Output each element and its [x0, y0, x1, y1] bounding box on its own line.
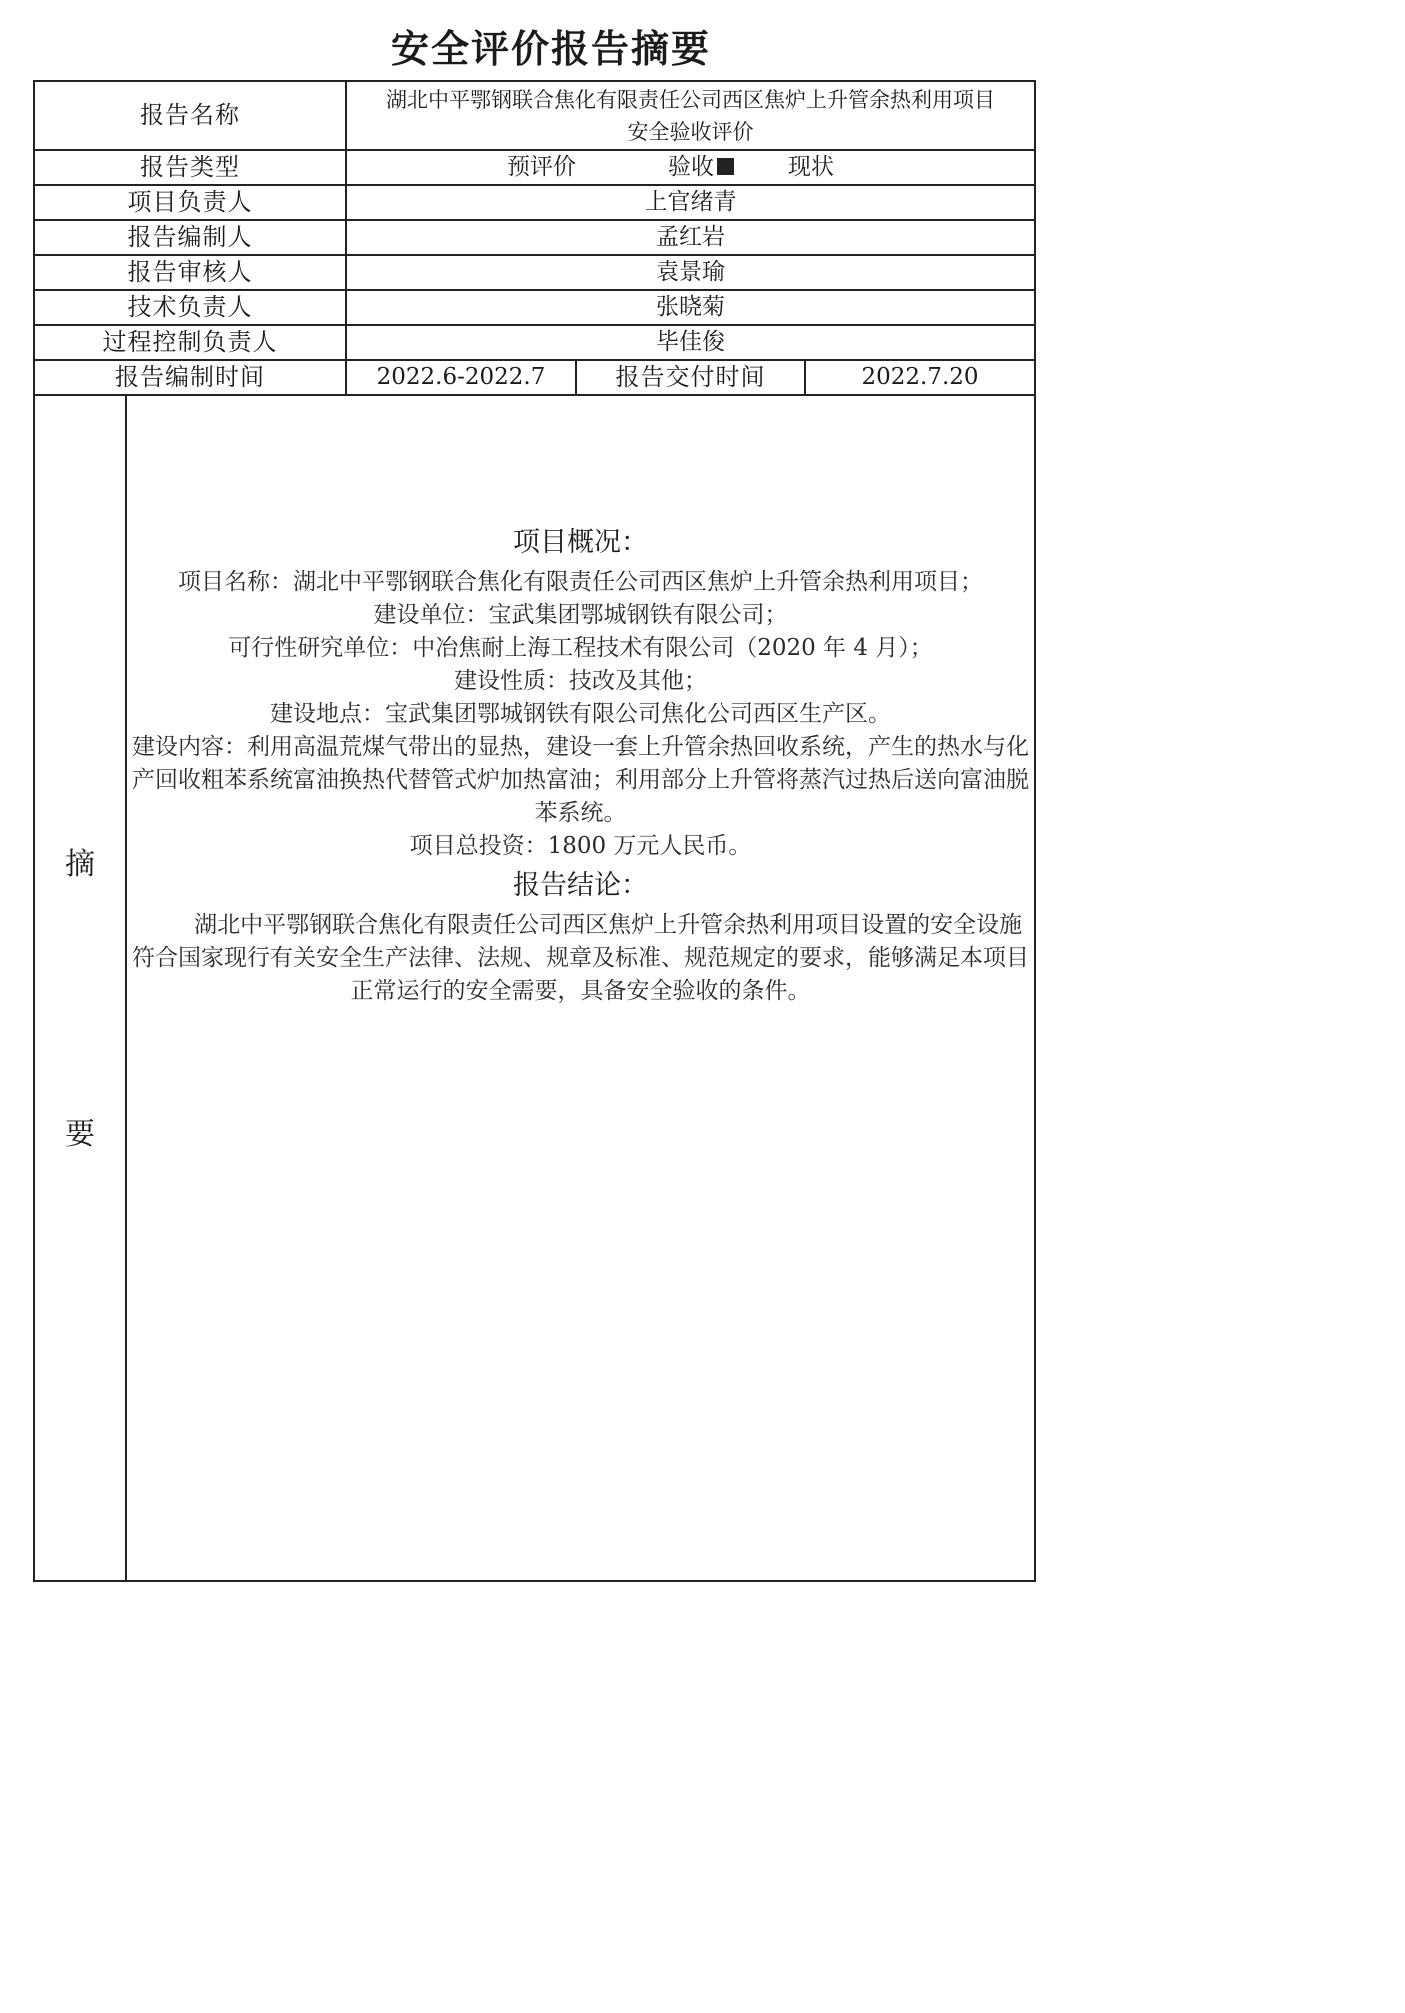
- conclusion-line-2: 符合国家现行有关安全生产法律、法规、规章及标准、规范规定的要求，能够满足本项目: [132, 945, 1030, 971]
- report-type-option-pre: 预评价: [507, 154, 576, 180]
- report-name-line-1: 湖北中平鄂钢联合焦化有限责任公司西区焦炉上升管余热利用项目: [386, 87, 996, 112]
- report-name-line-2: 安全验收评价: [627, 119, 754, 144]
- row-report-name: [34, 81, 1035, 150]
- checked-box-icon: [717, 158, 734, 175]
- content-line-1: 建设内容：利用高温荒煤气带出的显热，建设一套上升管余热回收系统，产生的热水与化: [132, 734, 1030, 760]
- row-summary: [34, 395, 1035, 1581]
- summary-table: [33, 80, 1036, 1582]
- content-line-3: 苯系统。: [534, 800, 627, 826]
- conclusion-heading: 报告结论：: [513, 870, 649, 901]
- delivery-time-label: 报告交付时间: [576, 360, 805, 395]
- reviewer-value: 袁景瑜: [346, 255, 1035, 290]
- conclusion-line-1: 湖北中平鄂钢联合焦化有限责任公司西区焦炉上升管余热利用项目设置的安全设施: [194, 912, 1023, 938]
- compile-time-label: 报告编制时间: [34, 360, 346, 395]
- report-name-value: [346, 81, 1035, 150]
- row-report-type: [34, 150, 1035, 185]
- process-lead-label: 过程控制负责人: [34, 325, 346, 360]
- compiler-value: 孟红岩: [346, 220, 1035, 255]
- project-lead-label: 项目负责人: [34, 185, 346, 220]
- row-reviewer: [34, 255, 1035, 290]
- row-tech-lead: [34, 290, 1035, 325]
- delivery-time-value: 2022.7.20: [805, 360, 1035, 395]
- report-name-label: 报告名称: [34, 81, 346, 150]
- nature-line: 建设性质：技改及其他；: [454, 668, 708, 694]
- document-title: 安全评价报告摘要: [390, 26, 711, 71]
- row-compiler: [34, 220, 1035, 255]
- tech-lead-label: 技术负责人: [34, 290, 346, 325]
- row-project-lead: [34, 185, 1035, 220]
- summary-content: [126, 395, 1035, 1581]
- builder-line: 建设单位：宝武集团鄂城钢铁有限公司；: [373, 602, 788, 628]
- report-type-label: 报告类型: [34, 150, 346, 185]
- row-timing: [34, 360, 1035, 395]
- summary-char-2: 要: [65, 1117, 95, 1152]
- tech-lead-value: 张晓菊: [346, 290, 1035, 325]
- report-type-option-status: 现状: [788, 154, 834, 180]
- investment-line: 项目总投资：1800 万元人民币。: [409, 833, 752, 859]
- overview-heading: 项目概况：: [513, 527, 649, 558]
- report-type-options: [346, 150, 1035, 185]
- report-type-option-accept: [668, 151, 734, 184]
- content-line-2: 产回收粗苯系统富油换热代替管式炉加热富油；利用部分上升管将蒸汽过热后送向富油脱: [132, 767, 1030, 793]
- conclusion-line-3: 正常运行的安全需要，具备安全验收的条件。: [350, 978, 811, 1004]
- process-lead-value: 毕佳俊: [346, 325, 1035, 360]
- row-process-lead: [34, 325, 1035, 360]
- summary-side-label: [34, 395, 126, 1581]
- report-type-option-accept-label: 验收: [668, 154, 714, 180]
- project-name-line: 项目名称：湖北中平鄂钢联合焦化有限责任公司西区焦炉上升管余热利用项目；: [178, 569, 984, 595]
- location-line: 建设地点：宝武集团鄂城钢铁有限公司焦化公司西区生产区。: [270, 701, 892, 727]
- reviewer-label: 报告审核人: [34, 255, 346, 290]
- feasibility-line: 可行性研究单位：中冶焦耐上海工程技术有限公司（2020 年 4 月）；: [228, 635, 933, 661]
- summary-char-1: 摘: [65, 847, 95, 882]
- compile-time-value: 2022.6-2022.7: [346, 360, 576, 395]
- project-lead-value: 上官绪青: [346, 185, 1035, 220]
- compiler-label: 报告编制人: [34, 220, 346, 255]
